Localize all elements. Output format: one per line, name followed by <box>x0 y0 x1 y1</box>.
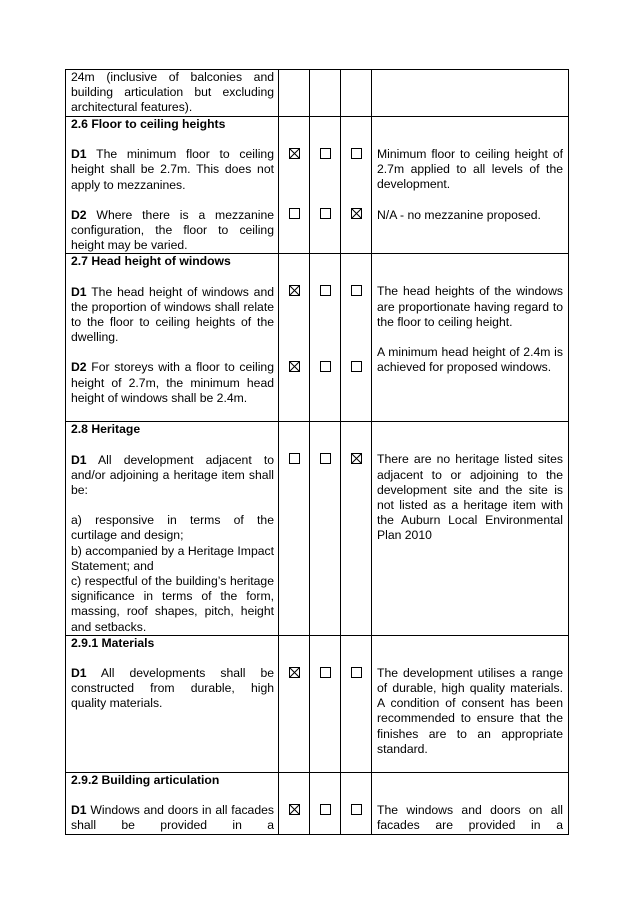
table-row <box>66 70 569 117</box>
control-text: The head height of windows and the proportion of windows shall relate to the floor to ceiling heights of the dwelling. <box>71 284 274 345</box>
control-cell <box>66 635 279 772</box>
comment-cell <box>372 117 569 254</box>
control-code: D1 <box>71 147 87 162</box>
control-cell <box>66 117 279 254</box>
checkbox-checked[interactable] <box>351 208 362 219</box>
checkbox[interactable] <box>351 148 362 159</box>
checkbox[interactable] <box>320 148 331 159</box>
table-row <box>66 422 569 635</box>
comment-text: The head heights of the windows are proportionate having regard to the floor to ceiling height. <box>377 284 563 329</box>
checkbox[interactable] <box>320 453 331 464</box>
control-code: D1 <box>71 452 87 467</box>
comment-text: A minimum head height of 2.4m is achieved for proposed windows. <box>377 345 563 375</box>
section-heading: 2.9.1 Materials <box>71 635 155 650</box>
section-heading: 2.9.2 Building articulation <box>71 772 220 787</box>
control-cell <box>66 70 279 117</box>
checkbox[interactable] <box>351 667 362 678</box>
control-code: D1 <box>71 803 87 818</box>
list-item: c) respectful of the building’s heritage significance in terms of the form, massing, roof shapes, pitch, height and setbacks. <box>71 574 274 634</box>
control-text: Where there is a mezzanine configuration, the floor to ceiling height may be varied. <box>71 207 274 253</box>
comment-cell <box>372 635 569 772</box>
control-code: D1 <box>71 284 87 299</box>
table-row <box>66 635 569 772</box>
comment-cell <box>372 254 569 422</box>
control-code: D2 <box>71 360 87 375</box>
comment-cell <box>372 772 569 834</box>
checkbox[interactable] <box>351 804 362 815</box>
compliance-table <box>65 69 569 835</box>
table-row <box>66 254 569 422</box>
checkbox[interactable] <box>320 361 331 372</box>
checkbox[interactable] <box>289 453 300 464</box>
control-cell <box>66 254 279 422</box>
section-heading: 2.7 Head height of windows <box>71 254 231 269</box>
checkbox[interactable] <box>320 667 331 678</box>
table-row <box>66 772 569 834</box>
checkbox[interactable] <box>289 208 300 219</box>
control-text: All developments shall be constructed from durable, high quality materials. <box>71 666 274 711</box>
checkbox[interactable] <box>351 361 362 372</box>
checkbox-checked[interactable] <box>351 453 362 464</box>
comment-text: The windows and doors on all facades are provided in a <box>377 802 563 833</box>
checkbox-checked[interactable] <box>289 667 300 678</box>
comment-text: There are no heritage listed sites adjacent to or adjoining to the development site and the site is not listed as a heritage item with the Auburn Local Environmental Plan 2010 <box>377 452 563 543</box>
list-item: a) responsive in terms of the curtilage and design; <box>71 513 274 543</box>
checkbox-checked[interactable] <box>289 804 300 815</box>
checkbox[interactable] <box>351 285 362 296</box>
control-code: D2 <box>71 207 87 222</box>
comment-text: N/A - no mezzanine proposed. <box>377 207 541 222</box>
checkbox[interactable] <box>320 804 331 815</box>
control-text: The minimum floor to ceiling height shall be 2.7m. This does not apply to mezzanines. <box>71 147 274 192</box>
control-text: 24m (inclusive of balconies and building articulation but excluding architectural features). <box>71 70 274 115</box>
checkbox[interactable] <box>320 208 331 219</box>
table-row <box>66 117 569 254</box>
checkbox-checked[interactable] <box>289 361 300 372</box>
comment-cell <box>372 422 569 635</box>
checkbox-checked[interactable] <box>289 148 300 159</box>
control-text: All development adjacent to and/or adjoining a heritage item shall be: <box>71 452 274 498</box>
control-code: D1 <box>71 666 87 681</box>
control-text: For storeys with a floor to ceiling height of 2.7m, the minimum head height of windows shall be 2.4m. <box>71 360 274 405</box>
control-cell <box>66 422 279 635</box>
section-heading: 2.8 Heritage <box>71 422 141 437</box>
checkbox-checked[interactable] <box>289 285 300 296</box>
control-cell <box>66 772 279 834</box>
comment-text: The development utilises a range of durable, high quality materials. A condition of consent has been recommended to ensure that the finishes are to an appropriate standard. <box>377 665 563 756</box>
control-text: Windows and doors in all facades shall be provided in a <box>71 803 274 833</box>
list-item: b) accompanied by a Heritage Impact Statement; and <box>71 543 274 573</box>
checkbox[interactable] <box>320 285 331 296</box>
comment-text: Minimum floor to ceiling height of 2.7m applied to all levels of the development. <box>377 147 563 192</box>
section-heading: 2.6 Floor to ceiling heights <box>71 117 226 131</box>
